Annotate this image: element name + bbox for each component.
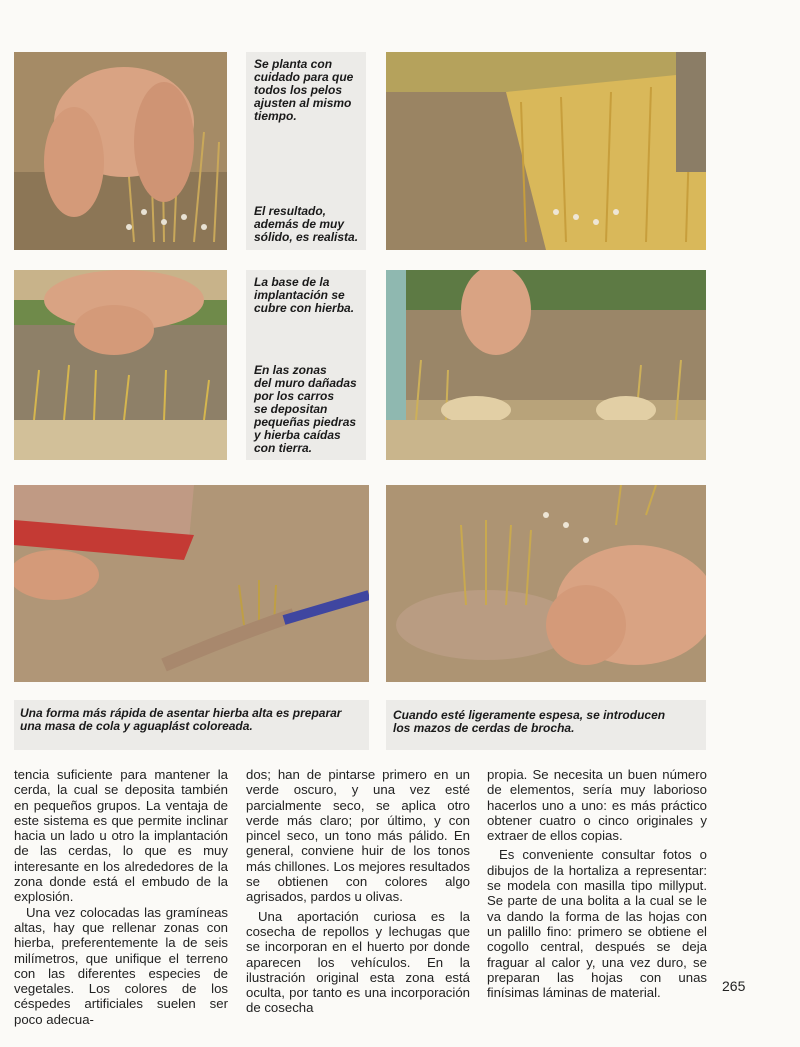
caption-result: El resultado, además de muy sólido, es realista. — [254, 204, 359, 244]
body-column-1 — [14, 767, 228, 1027]
photo-planting-fingers — [14, 52, 227, 250]
body-col2-paragraph-2: Una aportación curiosa es la cosecha de repollos y lechugas que se incorporan en el huerto por donde aparecen los vehículos. En la ilustración original esta zona está oculta, por tanto es una incorporación de cosecha — [246, 908, 470, 1016]
caption-thick: Cuando esté ligeramente espesa, se introducen los mazos de cerdas de brocha. — [393, 708, 666, 735]
photo-bristle-insert — [386, 485, 706, 682]
body-col3-paragraph-2: Es conveniente consultar fotos o dibujos de la hortaliza a representar: se modela con masilla tipo millyput. Se parte de una bolita a la cual se le va dando la forma de las hojas con un palillo fino: primero se obtiene el cogollo central, después se deja fraguar al calor y, una vez duro, se preparan las hojas con unas finísimas láminas de material. — [487, 847, 707, 1001]
body-col3-paragraph-1: propia. Se necesita un buen número de elementos, sería muy laborioso hacerlos uno a uno: es más práctico obtener cuatro o cinco originales y extraer de ellos copias. — [487, 767, 707, 844]
photo-grass-field — [386, 52, 706, 250]
photo-wall-grass-fingers — [14, 270, 227, 460]
caption-base: La base de la implantación se cubre con hierba. — [254, 275, 355, 315]
body-column-3 — [487, 767, 707, 1000]
caption-plant: Se planta con cuidado para que todos los pelos ajusten al mismo tiempo. — [254, 57, 354, 123]
body-column-2 — [246, 767, 470, 1016]
body-col1-paragraph-2: Una vez colocadas las gramíneas altas, hay que rellenar zonas con hierba, preferentemente la de seis milímetros, que unifique el terreno con las diferentes especies de vegetales. Los colores de los céspedes artificiales suelen ser poco adecua- — [14, 904, 228, 1027]
caption-mass: Una forma más rápida de asentar hierba alta es preparar una masa de cola y aguaplást coloreada. — [20, 706, 342, 733]
photo-damaged-wall — [386, 270, 706, 460]
body-col1-paragraph-1: tencia suficiente para mantener la cerda, la cual se deposita también en pequeños grupos. La ventaja de este sistema es que permite inclinar hacia un lado u otro la implantación de las cerdas, lo que es muy interesante en los alrededores de la zona donde está el embudo de la explosión. — [14, 767, 228, 905]
caption-wall: En las zonas del muro dañadas por los carros se depositan pequeñas piedras y hierba caídas con tierra. — [254, 363, 357, 455]
photo-paste-mass — [14, 485, 369, 682]
body-col2-paragraph-1: dos; han de pintarse primero en un verde oscuro, y una vez esté parcialmente seco, se aplica otro verde más claro; por último, y con pincel seco, un tono más pálido. En general, conviene huir de los tonos más chillones. Los mejores resultados se obtienen con colores algo agrisados, pardos u olivas. — [246, 767, 470, 905]
page-number: 265 — [722, 978, 746, 994]
